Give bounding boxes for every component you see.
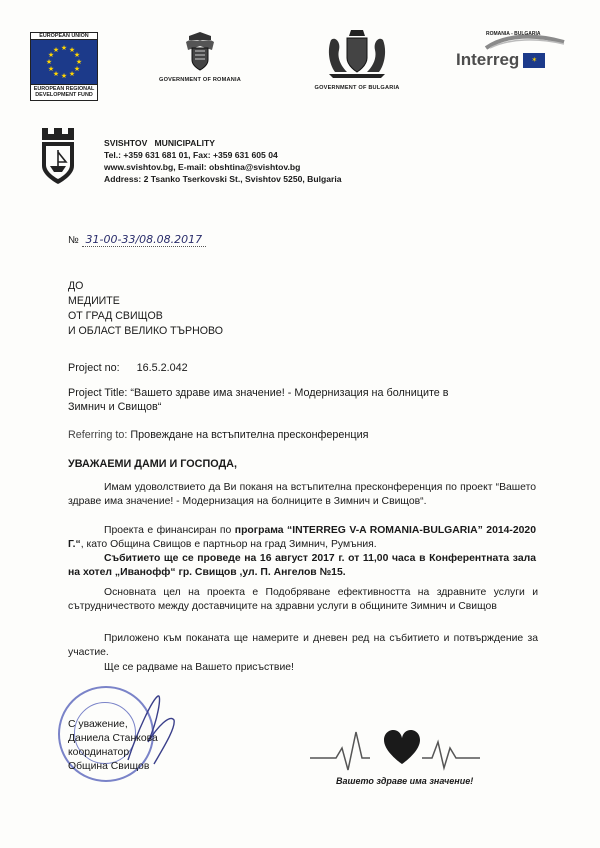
signature-org: Община Свищов <box>68 761 150 772</box>
referring-line <box>68 428 368 442</box>
signature-block <box>68 718 158 774</box>
interreg-region-label: ROMANIA - BULGARIA <box>486 31 541 37</box>
paragraph-2 <box>68 524 536 551</box>
svg-text:★: ★ <box>60 44 68 53</box>
paragraph-5: Приложено към поканата ще намерите и дневен ред на събитието и потвърждение за участие. <box>68 633 538 658</box>
addressee-line-4: И ОБЛАСТ ВЕЛИКО ТЪРНОВО <box>68 325 223 337</box>
greeting: УВАЖАЕМИ ДАМИ И ГОСПОДА, <box>68 458 237 470</box>
eu-logo <box>30 32 98 101</box>
svg-text:★: ★ <box>68 70 76 79</box>
addressee-line-2: МЕДИИТЕ <box>68 295 120 307</box>
registration-number: 31-00-33/08.08.2017 <box>82 233 207 247</box>
svg-text:★: ★ <box>75 58 83 67</box>
paragraph-4: Основната цел на проекта е Подобряване ефективността на здравните услуги и сътрудничеството между доставчиците на здравни услуги в общините Зимнич и Свищов <box>68 587 538 612</box>
svg-text:★: ★ <box>52 70 60 79</box>
referring-label: Referring to: <box>68 429 128 441</box>
signature-name: Даниела Станкова <box>68 733 158 744</box>
svg-text:★: ★ <box>47 65 55 74</box>
svg-text:★: ★ <box>60 72 68 81</box>
municipality-header <box>104 137 342 185</box>
bulgaria-caption: GOVERNMENT OF BULGARIA <box>314 85 400 91</box>
municipality-address: Address: 2 Tsanko Tserkovski St., Svishtov 5250, Bulgaria <box>104 174 342 184</box>
bulgaria-government-logo <box>292 28 422 91</box>
paragraph-2-tail: , като Община Свищов е партньор на град Зимнич, Румъния. <box>80 538 377 550</box>
eu-title: EUROPEAN UNION <box>30 32 98 39</box>
eu-mini-flag-icon: ✶ <box>523 53 545 68</box>
addressee-line-3: ОТ ГРАД СВИЩОВ <box>68 310 163 322</box>
romania-caption: GOVERNMENT OF ROMANIA <box>159 77 241 83</box>
bulgaria-coat-of-arms-icon <box>325 28 389 80</box>
project-number-value: 16.5.2.042 <box>136 362 188 374</box>
heart-pulse-logo-icon <box>310 718 480 778</box>
referring-value: Провеждане на встъпителна пресконференция <box>130 429 369 441</box>
svg-text:★: ★ <box>73 51 81 60</box>
eu-flag-icon <box>30 39 98 85</box>
signature-role: координатор <box>68 747 130 758</box>
project-title-value-2: Зимнич и Свищов“ <box>68 401 162 413</box>
paragraph-3: Събитието ще се проведе на 16 август 2017 г. от 11,00 часа в Конферентната зала на хотел „Иванофф“ гр. Свищов ,ул. П. Ангелов №15. <box>68 553 536 578</box>
interreg-name: Interreg <box>456 50 520 69</box>
paragraph-6: Ще се радваме на Вашето присъствие! <box>104 662 294 673</box>
registration-label: № <box>68 235 79 246</box>
project-title-line <box>68 386 548 414</box>
program-name: програма “INTERREG V-A ROMANIA-BULGARIA” 2014-2020 Г.“ <box>68 525 536 550</box>
svg-text:★: ★ <box>68 46 76 55</box>
svg-text:★: ★ <box>73 65 81 74</box>
registration-line <box>68 233 206 246</box>
municipality-phone: Tel.: +359 631 681 01, Fax: +359 631 605 04 <box>104 150 278 160</box>
signature-closing: С уважение, <box>68 719 128 730</box>
municipality-name: SVISHTOV MUNICIPALITY <box>104 138 215 148</box>
svg-text:★: ★ <box>47 51 55 60</box>
project-number-label: Project no: <box>68 362 120 374</box>
paragraph-1: Имам удоволствието да Ви поканя на встъпителна пресконференция по проект “Вашето здраве има значение! - Модернизация на болниците в Зимнич и Свищов“. <box>68 482 536 507</box>
romania-government-logo <box>140 32 260 83</box>
addressee-line-1: ДО <box>68 280 84 292</box>
svg-text:★: ★ <box>52 46 60 55</box>
project-number-line <box>68 361 188 375</box>
paragraph-2-lead: Проекта е финансиран по <box>104 525 232 536</box>
project-title-label: Project Title: <box>68 387 128 399</box>
romania-coat-of-arms-icon <box>183 32 217 72</box>
addressee-block <box>68 279 223 339</box>
eu-fund-caption: EUROPEAN REGIONAL DEVELOPMENT FUND <box>30 85 98 100</box>
svg-text:★: ★ <box>45 58 53 67</box>
heart-logo-caption: Вашето здраве има значение! <box>336 776 474 786</box>
svishtov-crest-icon <box>38 126 78 186</box>
municipality-web: www.svishtov.bg, E-mail: obshtina@svishtov.bg <box>104 162 301 172</box>
project-title-value: “Вашето здраве има значение! - Модернизация на болниците в <box>130 387 449 399</box>
interreg-logo <box>456 32 574 70</box>
